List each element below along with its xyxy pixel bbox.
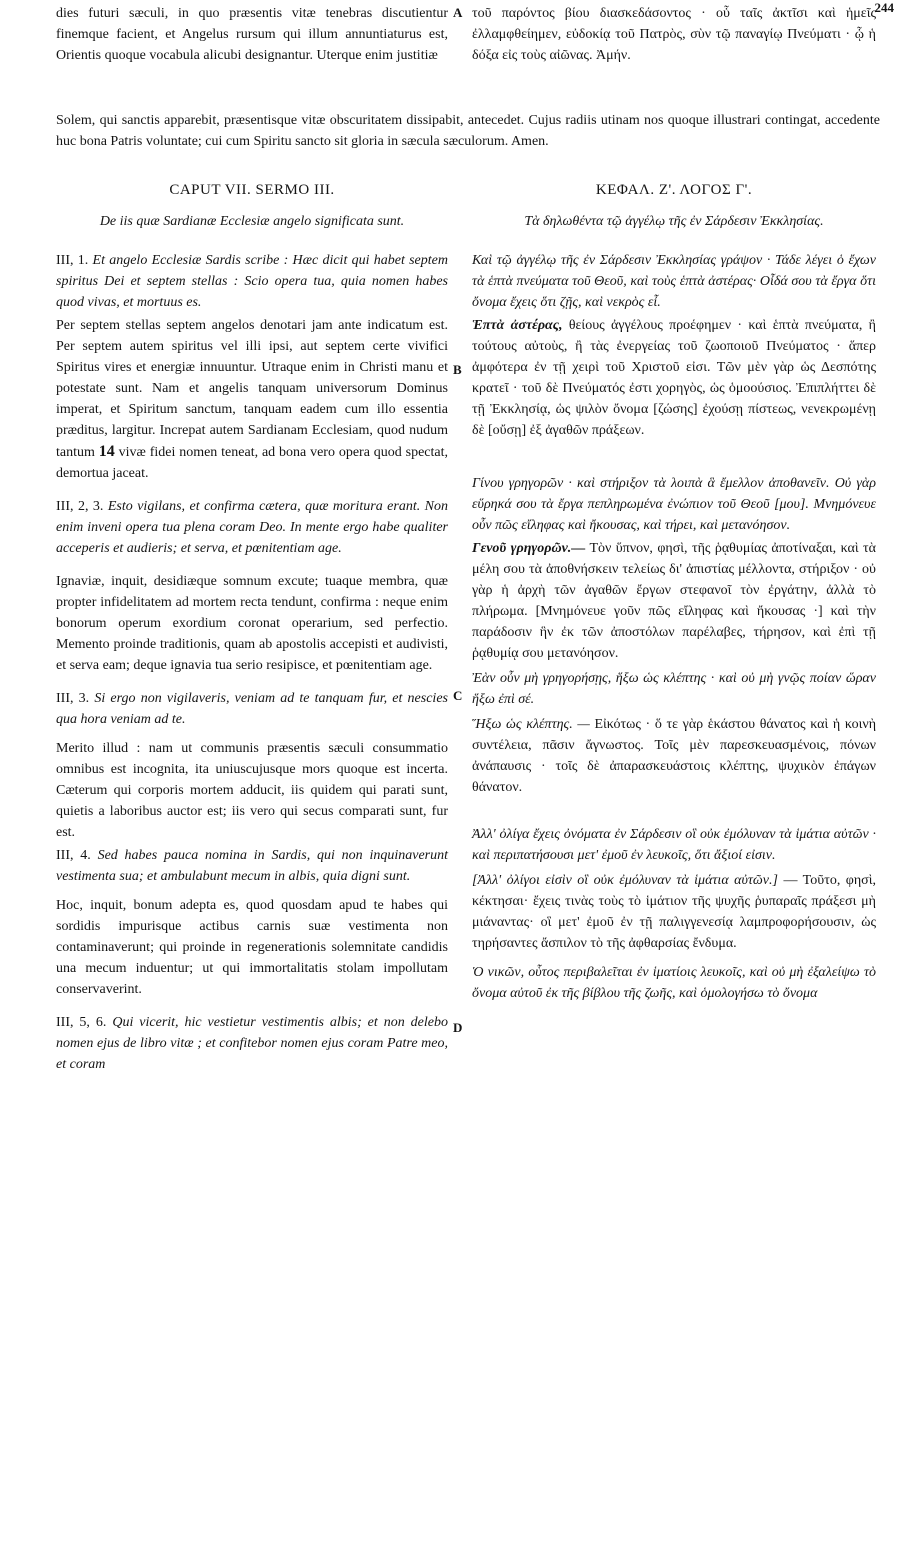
top-latin-text: dies futuri sæculi, in quo præsentis vitæ tenebras discutientur finemque facient, et Angelus rursum qui illum annuntiaturus est, Orientis quoque vocabula alicubi designantur. Uterque enim justitiæ xyxy=(56,6,448,63)
margin-letter-c: C xyxy=(453,688,463,703)
latin-verse-3 xyxy=(56,688,448,730)
latin-verse-4 xyxy=(56,845,448,887)
greek-commentary-3-text: Εἰκότως · ὅ τε γὰρ ἑκάστου θάνατος καὶ ἡ κοινὴ συντέλεια, πᾶσιν ἄγνωστος. Τοῖς μὲν παρεσκευασμένοις, πόνων ἀνάπαυσις · τοῖς δὲ ἀπαρασκευάστοις κλέπτης, ψυχικὸν ἐπάγων θάνατον. xyxy=(472,717,877,795)
greek-commentary-1-text: θείους ἀγγέλους προέφημεν · καὶ ἑπτὰ πνεύματα, ἢ τούτους αὐτοὺς, ἢ τὰς ἐνεργείας τοῦ ζωοποιοῦ Πνεύματος · ἅπερ ἀμφότερα ἐν τῇ χειρὶ τοῦ Χριστοῦ εἰσι. Τῶν μὲν γὰρ ὡς Δεσπότης κρατεῖ · τοῦ δὲ Πνεύματός ἐστι χορηγὸς, ὡς ὁμοούσιος. Ἐπιπλήττει δὲ τῇ Ἐκκλησίᾳ, ὡς ψιλὸν ὄνομα [ζώσης] ἐχούσῃ πίστεως, νενεκρωμένῃ δὲ [οὔσῃ] ἐξ ἀγαθῶν πράξεων. xyxy=(472,318,876,438)
greek-chapter-subtitle: Τὰ δηλωθέντα τῷ ἀγγέλῳ τῆς ἐν Σάρδεσιν Ἐκκλησίας. xyxy=(524,214,824,229)
latin-verse-5-ref: III, 5, 6. xyxy=(56,1015,107,1030)
latin-verse-5 xyxy=(56,1012,448,1075)
page-number: 244 xyxy=(874,0,894,15)
greek-commentary-1 xyxy=(472,315,876,441)
greek-column xyxy=(472,180,876,1004)
latin-commentary-1 xyxy=(56,315,448,484)
top-greek-continuation xyxy=(472,3,876,66)
latin-verse-1-text: Et angelo Ecclesiæ Sardis scribe : Hæc dicit qui habet septem spiritus Dei et septem stellas : Scio opera tua, quia nomen habes quod vivas, et mortuus es. xyxy=(56,253,448,310)
latin-verse-2 xyxy=(56,496,448,559)
greek-commentary-2-text: Τὸν ὕπνον, φησὶ, τῆς ῥᾳθυμίας ἀποτίναξαι, καὶ τὰ μέλη σου τὰ ἀποθνήσκειν τελείως δι' ἀπιστίας μέλλοντα, στήριξον · οὐ γὰρ ἡ ἀρχὴ τῶν ἀγαθῶν ἔργων στεφανοῖ τὸν ἐργάτην, ἀλλὰ τὸ πλήρωμα. [Μνημόνευε γοῦν πῶς εἴληφας καὶ ἤκουσας ·] καὶ τὴν παράδοσιν ἣν ἐκ τῶν ἀποστόλων παρέλαβες, τήρησον, καὶ ἐπὶ τῇ ῥᾳθυμίᾳ σου μετανόησον. xyxy=(472,541,876,661)
latin-verse-2-text: Esto vigilans, et confirma cætera, quæ moritura erant. Non enim inveni opera tua plena coram Deo. In mente ergo habe qualiter acceperis et audieris; et serva, et pœnitentiam age. xyxy=(56,499,449,556)
latin-verse-3-ref: III, 3. xyxy=(56,691,90,706)
greek-commentary-3-lemma: Ἥξω ὡς κλέπτης. — xyxy=(472,717,590,732)
greek-commentary-4 xyxy=(472,870,876,954)
latin-commentary-3: Merito illud : nam ut communis præsentis sæculi consummatio omnibus est incognita, ita uniuscujusque mors quoque est incerta. Cæterum qui corporis mortem adducit, iis quidem qui parati sunt, quietis a laboribus auctor est; iis vero qui secus comparati sunt, fur est. xyxy=(56,741,448,840)
margin-letter-a: A xyxy=(453,5,463,20)
latin-chapter-heading: CAPUT VII. SERMO III. xyxy=(169,182,335,198)
latin-chapter-subtitle: De iis quæ Sardianæ Ecclesiæ angelo significata sunt. xyxy=(99,214,405,229)
full-width-paragraph xyxy=(56,110,880,152)
greek-commentary-4-text: — Τοῦτο, φησὶ, κέκτησαι· ἔχεις τινὰς τοὺς τὸ ἱμάτιον τῆς ψυχῆς ῥυπαραῖς πράξεσι μὴ μιάναντας· οἳ μετ' ἐμοῦ ἐν τῇ παλιγγενεσίᾳ λαμπροφορήσουσιν, ὡς τηρήσαντες ἄσπιλον τὸ τῆς ἀφθαρσίας ἔνδυμα. xyxy=(472,873,877,951)
full-width-text: Solem, qui sanctis apparebit, præsentisque vitæ obscuritatem dissipabit, antecedet. Cujus radiis utinam nos quoque illustrari contingat, accedente huc bona Patris voluntate; cui cum Spiritu sancto sit gloria in sæcula sæculorum. Amen. xyxy=(56,113,880,149)
latin-commentary-4: Hoc, inquit, bonum adepta es, quod quosdam apud te habes qui sordidis impurisque actibus carnis suæ vestimenta non contaminaverunt; qui proinde in regenerationis solemnitate candidis una mecum induentur; ut qui immortalitatis stolam impollutam conservaverint. xyxy=(56,898,448,997)
latin-verse-4-ref: III, 4. xyxy=(56,848,91,863)
latin-verse-1 xyxy=(56,250,448,313)
greek-commentary-4-lemma: [Ἀλλ' ὀλίγοι εἰσὶν οἳ οὐκ ἐμόλυναν τὰ ἱμάτια αὐτῶν.] xyxy=(472,873,778,888)
latin-column xyxy=(56,180,448,1075)
greek-verse-2: Γίνου γρηγορῶν · καὶ στήριξον τὰ λοιπὰ ἃ ἔμελλον ἀποθανεῖν. Οὐ γὰρ εὕρηκά σου τὰ ἔργα πεπληρωμένα ἐνώπιον τοῦ Θεοῦ [μου]. Μνημόνευε οὖν πῶς εἴληφας καὶ ἤκουσας, καὶ τήρει, καὶ μετανόησον. xyxy=(472,476,876,533)
margin-letter-d: D xyxy=(453,1020,463,1035)
greek-verse-4: Ἀλλ' ὀλίγα ἔχεις ὀνόματα ἐν Σάρδεσιν οἳ οὐκ ἐμόλυναν τὰ ἱμάτια αὐτῶν · καὶ περιπατήσουσι μετ' ἐμοῦ ἐν λευκοῖς, ὅτι ἄξιοί εἰσιν. xyxy=(472,827,876,863)
greek-commentary-2-lemma: Γενοῦ γρηγορῶν.— xyxy=(472,541,586,556)
latin-commentary-1a: Per septem stellas septem angelos denotari jam ante indicatum est. Per septem autem spiritus vel illi ipsi, aut septem certe vivifici Spiritus vires et energiæ innuuntur. Utraque enim in Christi manu et potestate sunt. Nam et angelis tanquam universorum Dominus imperat, et Spiritum sanctum, tanquam eadem cum illo essentia præditus, largitur. Increpat autem Sardianam Ecclesiam, quod nudum tantum xyxy=(56,318,448,460)
greek-commentary-2 xyxy=(472,538,876,664)
greek-verse-3: Ἐὰν οὖν μὴ γρηγορήσῃς, ἥξω ὡς κλέπτης · καὶ οὐ μὴ γνῷς ποίαν ὥραν ἥξω ἐπὶ σέ. xyxy=(472,671,876,707)
latin-verse-5-text: Qui vicerit, hic vestietur vestimentis albis; et non delebo nomen ejus de libro vitæ ; et confitebor nomen ejus coram Patre meo, et coram xyxy=(56,1015,448,1072)
greek-commentary-3 xyxy=(472,714,876,798)
greek-commentary-1-lemma: Ἑπτὰ ἀστέρας, xyxy=(472,318,563,333)
margin-letter-b: B xyxy=(453,362,462,377)
greek-verse-5: Ὁ νικῶν, οὗτος περιβαλεῖται ἐν ἱματίοις λευκοῖς, καὶ οὐ μὴ ἐξαλείψω τὸ ὄνομα αὐτοῦ ἐκ τῆς βίβλου τῆς ζωῆς, καὶ ὁμολογήσω τὸ ὄνομα xyxy=(472,965,876,1001)
latin-verse-2-ref: III, 2, 3. xyxy=(56,499,104,514)
latin-verse-4-text: Sed habes pauca nomina in Sardis, qui non inquinaverunt vestimenta sua; et ambulabunt mecum in albis, quia digni sunt. xyxy=(56,848,448,884)
latin-verse-3-text: Si ergo non vigilaveris, veniam ad te tanquam fur, et nescies qua hora veniam ad te. xyxy=(56,691,448,727)
greek-verse-1: Καὶ τῷ ἀγγέλῳ τῆς ἐν Σάρδεσιν Ἐκκλησίας γράψον · Τάδε λέγει ὁ ἔχων τὰ ἑπτὰ πνεύματα τοῦ Θεοῦ, καὶ τοὺς ἑπτὰ ἀστέρας· Οἶδά σου τὰ ἔργα ὅτι ὄνομα ἔχεις ὅτι ζῇς, καὶ νεκρὸς εἶ. xyxy=(472,253,876,310)
column-number: 14 xyxy=(98,443,115,460)
greek-chapter-heading: ΚΕΦΑΛ. Ζ'. ΛΟΓΟΣ Γ'. xyxy=(595,182,753,198)
latin-commentary-1b: vivæ fidei nomen teneat, ad bona vero opera quod spectat, demortua jaceat. xyxy=(56,445,449,481)
latin-commentary-2: Ignaviæ, inquit, desidiæque somnum excute; tuaque membra, quæ propter infidelitatem ad mortem recta tendunt, confirma : neque enim bonorum operum exordium coronat operarium, sed perfectio. Memento proinde traditionis, quam ab apostolis accepisti et audivisti, et serva eam; deque ignavia tua serio resipisce, et pœnitentiam age. xyxy=(56,574,448,673)
top-latin-continuation xyxy=(56,3,448,66)
latin-verse-1-ref: III, 1. xyxy=(56,253,89,268)
top-greek-text: τοῦ παρόντος βίου διασκεδάσοντος · οὗ ταῖς ἀκτῖσι καὶ ἡμεῖς ἐλλαμφθείημεν, εὐδοκίᾳ τοῦ Πατρὸς, σὺν τῷ παναγίῳ Πνεύματι · ᾧ ἡ δόξα εἰς τοὺς αἰῶνας. Ἀμήν. xyxy=(472,6,876,63)
